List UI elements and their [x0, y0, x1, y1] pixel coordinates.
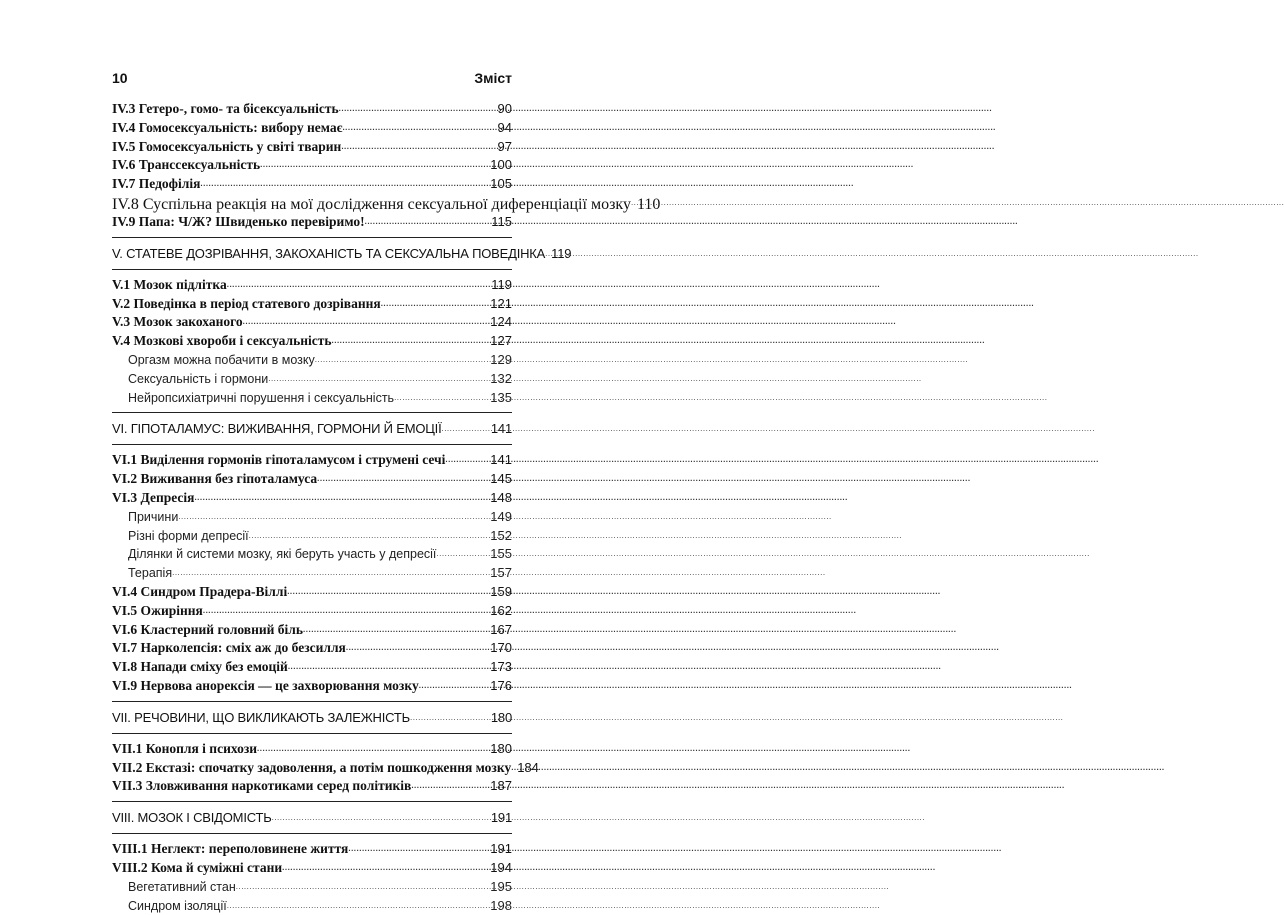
dot-leader [282, 857, 490, 878]
dot-leader [268, 368, 490, 389]
toc-entry [112, 213, 512, 232]
dot-leader [227, 895, 491, 915]
toc-page-number: 135 [490, 389, 512, 408]
toc-page-number: 100 [490, 156, 512, 175]
toc-entry-title: Вегетативний стан [128, 878, 236, 897]
toc-entry-title: VI.5 Ожиріння [112, 602, 203, 621]
dot-leader [200, 173, 490, 194]
toc-entry-title: VI.8 Напади сміху без емоцій [112, 658, 288, 677]
dot-leader [303, 619, 490, 640]
toc-entry-title: Оргазм можна побачити в мозку [128, 351, 315, 370]
toc-entry [112, 740, 512, 759]
toc-page-number: 110 [637, 196, 660, 213]
toc-chapter [112, 244, 512, 264]
dot-leader [178, 506, 490, 527]
dot-leader [249, 525, 491, 546]
section-divider [112, 733, 512, 734]
toc-page-number: 97 [498, 138, 512, 157]
dot-leader [203, 600, 490, 621]
toc-page-number: 187 [490, 777, 512, 796]
toc-entry-title: VII.1 Конопля і психози [112, 740, 257, 759]
dot-leader [365, 211, 492, 232]
toc-page-number: 148 [490, 489, 512, 508]
toc-page-number: 170 [490, 639, 512, 658]
dot-leader [287, 581, 490, 602]
toc-entry-title: V.3 Мозок закоханого [112, 313, 243, 332]
page-header [112, 70, 512, 90]
toc-entry-title: VI.7 Нарколепсія: сміх аж до безсилля [112, 639, 346, 658]
dot-leader [631, 192, 637, 211]
toc-entry-title: V.4 Мозкові хвороби і сексуальність [112, 332, 332, 351]
toc-entry-title: Сексуальність і гормони [128, 370, 268, 389]
toc-page-number: 119 [551, 244, 571, 264]
toc-entry-title: IV.8 Суспільна реакція на мої дослідження сексуальної диференціації мозку [112, 196, 631, 213]
toc-page-number: 159 [490, 583, 512, 602]
toc-entry [112, 677, 512, 696]
toc-page-number: 180 [491, 708, 512, 728]
toc-page-number: 124 [490, 313, 512, 332]
toc-entry-title: VI. ГІПОТАЛАМУС: ВИЖИВАННЯ, ГОРМОНИ Й ЕМОЦІЇ [112, 419, 441, 439]
toc-entry-title: IV.9 Папа: Ч/Ж? Швиденько перевіримо! [112, 213, 365, 232]
dot-leader [394, 387, 490, 408]
running-title: Зміст [474, 70, 512, 86]
dot-leader [342, 117, 497, 138]
toc-page-number: 155 [490, 545, 512, 564]
toc-page-number: 191 [490, 840, 512, 859]
dot-leader [410, 706, 491, 728]
toc-entry-title: VII. РЕЧОВИНИ, ЩО ВИКЛИКАЮТЬ ЗАЛЕЖНІСТЬ [112, 708, 410, 728]
dot-leader [346, 637, 490, 658]
dot-leader [341, 136, 497, 157]
section-divider [112, 444, 512, 445]
toc-entry-title: Ділянки й системи мозку, які беруть участь у депресії [128, 545, 436, 564]
toc-page-number: 176 [490, 677, 512, 696]
dot-leader [419, 675, 491, 696]
dot-leader [288, 656, 490, 677]
toc-entry [112, 777, 512, 796]
toc-entry-title: VIII.1 Неглект: переполовинене життя [112, 840, 348, 859]
toc-page-number: 94 [498, 119, 512, 138]
toc-entry [112, 389, 512, 408]
toc-entry-title: IV.7 Педофілія [112, 175, 200, 194]
toc-entry-title: V.1 Мозок підлітка [112, 276, 227, 295]
toc-page-number: 195 [490, 878, 512, 897]
toc-entry-title: Терапія [128, 564, 172, 583]
page-number: 10 [112, 70, 128, 86]
toc-entry-title: IV.4 Гомосексуальність: вибору немає [112, 119, 342, 138]
toc-entry-title: Різні форми депресії [128, 527, 249, 546]
dot-leader [227, 274, 492, 295]
toc-entry-title: Причини [128, 508, 178, 527]
dot-leader [545, 242, 551, 264]
toc-entry-title: VIII.2 Кома й суміжні стани [112, 859, 282, 878]
section-divider [112, 701, 512, 702]
toc-entry-title: IV.6 Транссексуальність [112, 156, 260, 175]
section-divider [112, 412, 512, 413]
dot-leader [339, 98, 498, 119]
section-divider [112, 237, 512, 238]
toc-entry-title: VI.3 Депресія [112, 489, 194, 508]
toc-page-number: 173 [490, 658, 512, 677]
toc-page-number: 127 [490, 332, 512, 351]
toc-page-number: 115 [491, 213, 512, 232]
toc-entry-title: VI.9 Нервова анорексія — це захворювання мозку [112, 677, 419, 696]
toc-page-number: 141 [491, 419, 512, 439]
table-of-contents [112, 100, 512, 915]
dot-leader [332, 330, 491, 351]
dot-leader [257, 738, 490, 759]
toc-entry-title: VII.3 Зловживання наркотиками серед політиків [112, 777, 411, 796]
toc-entry-title: Нейропсихіатричні порушення і сексуальність [128, 389, 394, 408]
toc-entry [112, 897, 512, 915]
dot-leader [315, 349, 491, 370]
toc-page-number: 121 [490, 295, 512, 314]
toc-page-number: 198 [490, 897, 512, 915]
dot-leader [194, 487, 490, 508]
dot-leader [348, 838, 490, 859]
toc-page-number: 162 [490, 602, 512, 621]
section-divider [112, 269, 512, 270]
toc-page-number: 149 [490, 508, 512, 527]
toc-chapter [112, 419, 512, 439]
toc-chapter [112, 708, 512, 728]
toc-entry-title: Синдром ізоляції [128, 897, 227, 915]
toc-page-number: 90 [498, 100, 512, 119]
dot-leader [260, 154, 490, 175]
dot-leader [236, 876, 491, 897]
dot-leader [172, 562, 490, 583]
dot-leader [511, 757, 517, 778]
dot-leader [441, 417, 490, 439]
section-divider [112, 833, 512, 834]
toc-entry-title: IV.3 Гетеро-, гомо- та бісексуальність [112, 100, 339, 119]
dot-leader [381, 293, 491, 314]
toc-entry-title: VII.2 Екстазі: спочатку задоволення, а потім пошкодження мозку [112, 759, 511, 778]
dot-leader [411, 775, 490, 796]
toc-entry-title: VIII. МОЗОК І СВІДОМІСТЬ [112, 808, 272, 828]
toc-page-number: 194 [490, 859, 512, 878]
toc-entry-title: VI.2 Виживання без гіпоталамуса [112, 470, 317, 489]
toc-page-number: 152 [490, 527, 512, 546]
dot-leader [272, 806, 491, 828]
toc-page-number: 141 [490, 451, 512, 470]
toc-entry-title: VI.4 Синдром Прадера-Віллі [112, 583, 287, 602]
toc-page-number: 157 [490, 564, 512, 583]
dot-leader [445, 449, 490, 470]
toc-page-number: 132 [490, 370, 512, 389]
toc-page-number: 167 [490, 621, 512, 640]
toc-entry-title: VI.6 Кластерний головний біль [112, 621, 303, 640]
toc-entry [112, 175, 512, 194]
dot-leader [436, 543, 490, 564]
toc-page-number: 145 [490, 470, 512, 489]
toc-entry-title: V.2 Поведінка в період статевого дозрівання [112, 295, 381, 314]
dot-leader [243, 311, 491, 332]
toc-page-number: 119 [491, 276, 512, 295]
toc-chapter [112, 808, 512, 828]
toc-page-number: 184 [517, 759, 539, 778]
toc-page-number: 105 [490, 175, 512, 194]
toc-entry-title: V. СТАТЕВЕ ДОЗРІВАННЯ, ЗАКОХАНІСТЬ ТА СЕКСУАЛЬНА ПОВЕДІНКА [112, 244, 545, 264]
toc-entry-title: IV.5 Гомосексуальність у світі тварин [112, 138, 341, 157]
dot-leader [317, 468, 490, 489]
toc-entry-title: VI.1 Виділення гормонів гіпоталамусом і струмені сечі [112, 451, 445, 470]
toc-page-number: 191 [491, 808, 512, 828]
toc-page-number: 129 [490, 351, 512, 370]
section-divider [112, 801, 512, 802]
toc-page-number: 180 [490, 740, 512, 759]
